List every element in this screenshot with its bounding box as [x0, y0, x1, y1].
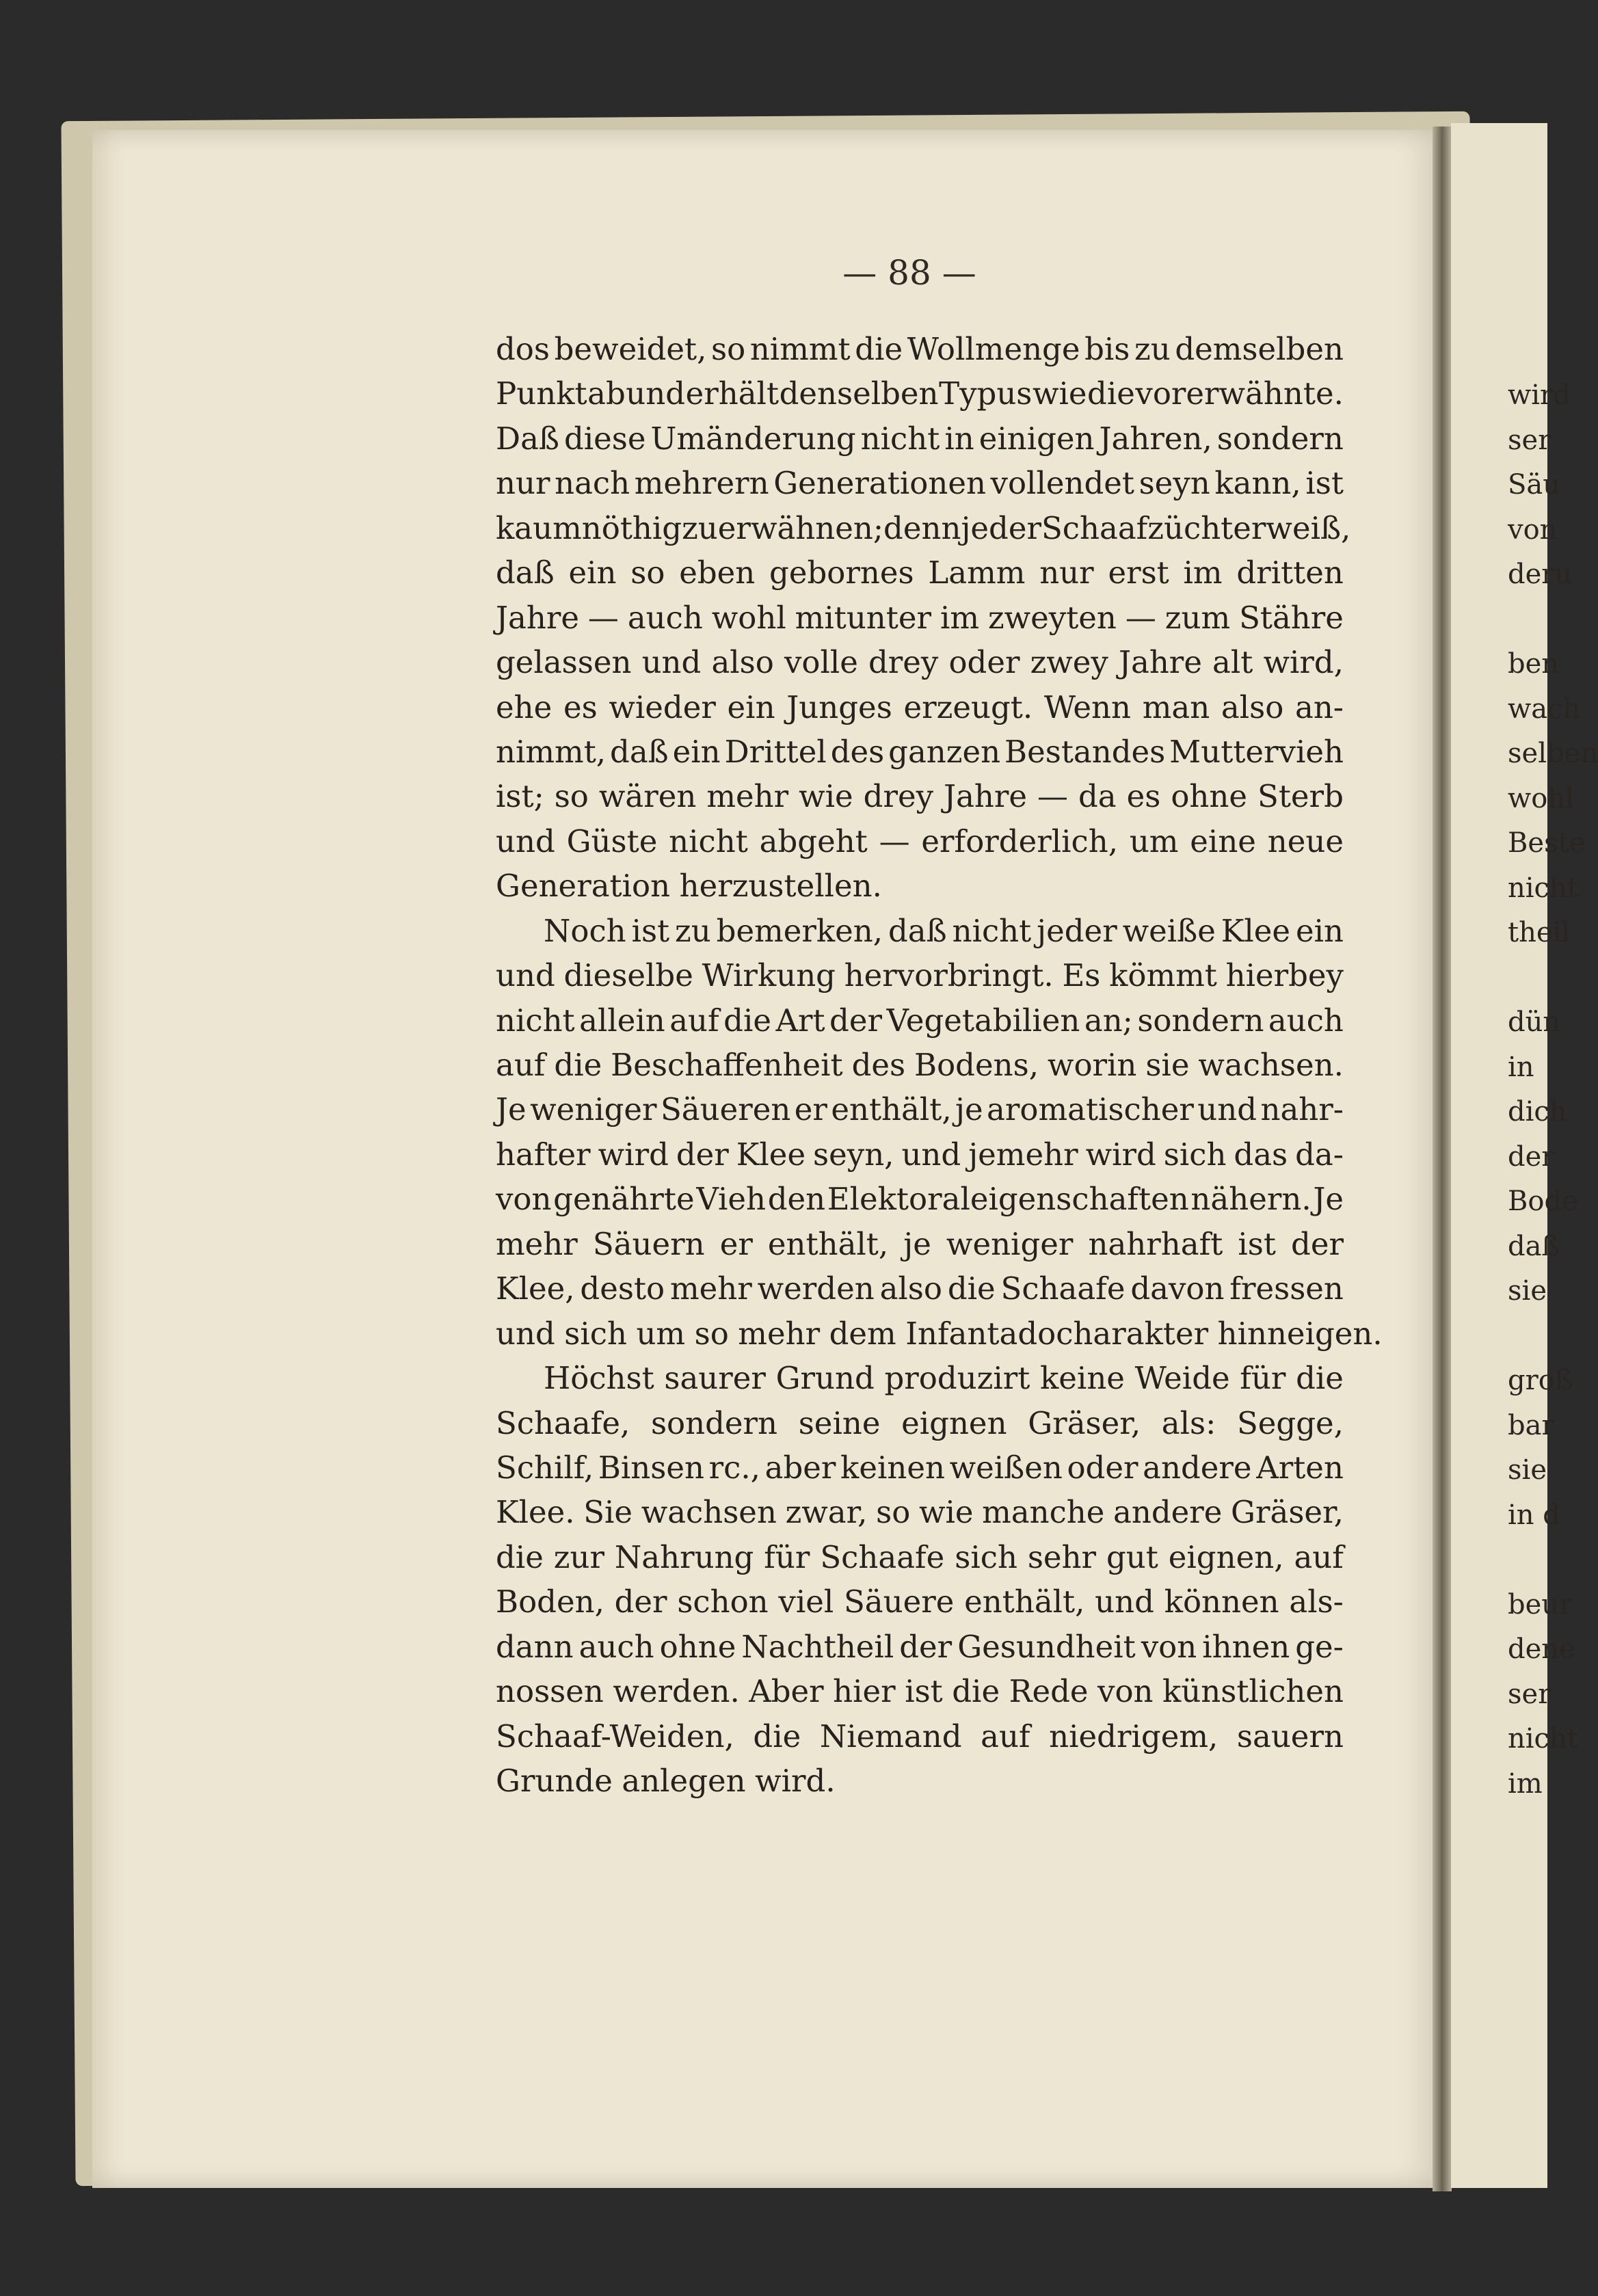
facing-page-line: Bode: [1508, 1186, 1578, 1217]
facing-page-line: sie: [1508, 1454, 1547, 1486]
text-line: Je weniger Säueren er enthält, je aromatischer und nahr-: [496, 1091, 1344, 1128]
facing-page-line: wird: [1508, 379, 1571, 411]
facing-page-line: ser: [1508, 1678, 1552, 1710]
text-line: und sich um so mehr dem Infantadocharakter hinneigen.: [496, 1315, 1383, 1352]
facing-page-line: in: [1508, 1051, 1534, 1083]
facing-page-line: theil: [1508, 917, 1571, 948]
facing-page-line: daß: [1508, 1230, 1560, 1262]
facing-page-line: [1508, 962, 1547, 996]
facing-page-line: beur: [1508, 1588, 1573, 1620]
text-line: Schaaf-Weiden, die Niemand auf niedrigem, sauern: [496, 1718, 1344, 1754]
text-line: Daß diese Umänderung nicht in einigen Jahren, sondern: [496, 420, 1344, 457]
facing-page-line: sie: [1508, 1275, 1547, 1307]
facing-page-line: in d: [1508, 1499, 1560, 1531]
text-line: Noch ist zu bemerken, daß nicht jeder weiße Klee ein: [544, 912, 1344, 949]
text-line: dann auch ohne Nachtheil der Gesundheit von ihnen ge-: [496, 1628, 1344, 1665]
facing-page-line: Beste: [1508, 827, 1586, 859]
text-line: Schilf, Binsen rc., aber keinen weißen oder andere Arten: [496, 1449, 1344, 1486]
text-line: hafter wird der Klee seyn, und jemehr wird sich das da-: [496, 1136, 1344, 1173]
text-line: auf die Beschaffenheit des Bodens, worin sie wachsen.: [496, 1047, 1344, 1083]
text-line: Grunde anlegen wird.: [496, 1763, 836, 1799]
text-line: Boden, der schon viel Säuere enthält, und können als-: [496, 1584, 1344, 1620]
book-gutter: [1433, 126, 1452, 2191]
text-line: und Güste nicht abgeht — erforderlich, um eine neue: [496, 823, 1344, 859]
facing-page-line: dün: [1508, 1006, 1561, 1038]
text-line: Höchst saurer Grund produzirt keine Weide für die: [544, 1360, 1344, 1397]
text-line: nicht allein auf die Art der Vegetabilien an; sondern auch: [496, 1002, 1344, 1039]
facing-page-line: bar: [1508, 1409, 1555, 1441]
facing-page-line: dich: [1508, 1096, 1567, 1127]
text-line: Klee, desto mehr werden also die Schaafe davon fressen: [496, 1270, 1344, 1307]
facing-page-line: nicht: [1508, 872, 1578, 904]
text-line: und dieselbe Wirkung hervorbringt. Es kömmt hierbey: [496, 957, 1344, 994]
text-line: nossen werden. Aber hier ist die Rede von künstlichen: [496, 1673, 1344, 1710]
text-line: Generation herzustellen.: [496, 868, 882, 905]
facing-page-line: Säu: [1508, 469, 1561, 500]
facing-page-line: [1508, 1320, 1547, 1354]
text-line: Jahre — auch wohl mitunter im zweyten — zum Stähre: [496, 599, 1344, 636]
facing-page-line: deru: [1508, 559, 1573, 590]
text-line: kaum nöthig zu erwähnen; denn jeder Schaafzüchter weiß,: [496, 509, 1351, 546]
facing-page-line: ben: [1508, 648, 1560, 680]
body-text: [496, 327, 1383, 1803]
text-line: von genährte Vieh den Elektoraleigenschaften nähern. Je: [496, 1181, 1344, 1218]
facing-page-line: selben: [1508, 738, 1598, 769]
text-line: mehr Säuern er enthält, je weniger nahrhaft ist der: [496, 1225, 1344, 1262]
facing-page-line: der: [1508, 1140, 1555, 1173]
text-line: Punkt ab und erhält denselben Typus wie die vorerwähnte.: [496, 375, 1344, 412]
facing-page-line: wach: [1508, 693, 1581, 725]
facing-page-line: im: [1508, 1767, 1543, 1800]
text-line: Schaafe, sondern seine eignen Gräser, als: Segge,: [496, 1404, 1344, 1441]
text-line: gelassen und also volle drey oder zwey Jahre alt wird,: [496, 644, 1344, 681]
text-line: Klee. Sie wachsen zwar, so wie manche andere Gräser,: [496, 1494, 1344, 1531]
text-line: ist; so wären mehr wie drey Jahre — da es ohne Sterb: [496, 778, 1344, 815]
text-line: dos beweidet, so nimmt die Wollmenge bis zu demselben: [496, 331, 1344, 367]
facing-page-line: ser: [1508, 424, 1552, 456]
facing-page-line: von: [1508, 513, 1558, 546]
page-number: — 88 —: [842, 253, 976, 293]
facing-page-line: dene: [1508, 1633, 1575, 1665]
text-line: daß ein so eben gebornes Lamm nur erst im dritten: [496, 555, 1344, 591]
facing-page-line: nicht: [1508, 1723, 1578, 1754]
text-line: ehe es wieder ein Junges erzeugt. Wenn man also an-: [496, 689, 1344, 725]
facing-page-line: [1508, 604, 1547, 638]
text-line: nur nach mehrern Generationen vollendet seyn kann, ist: [496, 465, 1344, 502]
text-line: die zur Nahrung für Schaafe sich sehr gut eignen, auf: [496, 1538, 1344, 1575]
text-line: nimmt, daß ein Drittel des ganzen Bestandes Muttervieh: [496, 733, 1344, 770]
facing-page-line: wohl: [1508, 782, 1574, 814]
facing-page-line: [1508, 1544, 1547, 1578]
facing-page-line: groß: [1508, 1365, 1573, 1396]
